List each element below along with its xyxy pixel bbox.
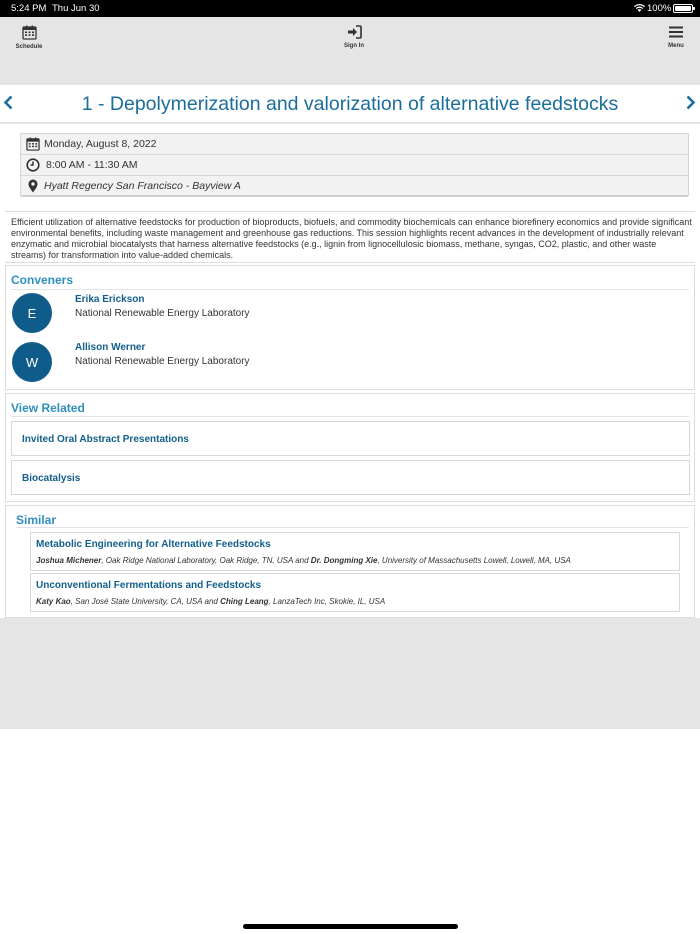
view-related-heading: View Related xyxy=(11,401,85,415)
page-title: 1 - Depolymerization and valorization of alternative feedstocks xyxy=(81,93,619,115)
status-date: Thu Jun 30 xyxy=(52,3,100,14)
session-info-box xyxy=(20,133,689,196)
avatar-initial: E xyxy=(27,305,37,321)
clock-icon xyxy=(26,158,40,175)
session-time-row xyxy=(21,155,688,176)
convener-name[interactable]: Allison Werner xyxy=(75,342,146,353)
top-toolbar xyxy=(0,17,700,85)
status-bar xyxy=(0,0,700,17)
similar-session-authors xyxy=(36,556,571,565)
session-title-bar xyxy=(0,86,700,124)
wifi-icon xyxy=(634,4,645,15)
session-description: Efficient utilization of alternative feedstocks for production of bioproducts, biofuels, and commodity biochemicals can enhance biorefinery economics and provide significant environmental benefits, including waste management and greenhouse gas reductions. This session highlights recent advances in the development of industrially relevant enzymatic and microbial biocatalysts that harness alternative feedstocks (e.g., lignin from lignocellulosic biomass, methane, syngas, CO2, plastic, and other waste streams) for transformation into value-added chemicals. xyxy=(11,217,692,260)
author-name: Joshua Michener xyxy=(36,556,102,565)
next-session-button[interactable] xyxy=(685,95,696,115)
author-name: Ching Leang xyxy=(220,597,269,606)
author-affiliation: , San José State University, CA, USA and xyxy=(70,597,221,606)
status-time: 5:24 PM xyxy=(11,3,47,14)
avatar[interactable] xyxy=(12,293,52,333)
menu-button[interactable] xyxy=(662,25,690,49)
session-date: Monday, August 8, 2022 xyxy=(44,138,157,150)
section-divider xyxy=(11,289,689,290)
section-divider xyxy=(16,527,689,528)
avatar[interactable] xyxy=(12,342,52,382)
session-location-row xyxy=(21,176,688,197)
conveners-heading: Conveners xyxy=(11,273,74,287)
sign-in-button[interactable] xyxy=(340,25,368,49)
sign-in-icon xyxy=(347,25,362,41)
home-indicator[interactable] xyxy=(243,924,458,929)
description-section xyxy=(5,211,695,263)
view-related-section xyxy=(5,393,695,502)
similar-session-title[interactable]: Metabolic Engineering for Alternative Feedstocks xyxy=(36,539,271,550)
author-name: Katy Kao xyxy=(36,597,71,606)
session-date-row xyxy=(21,134,688,155)
similar-session-title[interactable]: Unconventional Fermentations and Feedstocks xyxy=(36,580,262,591)
schedule-label: Schedule xyxy=(15,44,43,50)
previous-session-button[interactable] xyxy=(3,95,14,115)
similar-heading: Similar xyxy=(16,513,57,527)
battery-percent: 100% xyxy=(647,3,672,14)
convener-name[interactable]: Erika Erickson xyxy=(75,294,145,305)
related-link[interactable] xyxy=(11,460,690,495)
conveners-section xyxy=(5,265,695,390)
map-pin-icon xyxy=(26,179,40,196)
calendar-icon xyxy=(26,137,40,154)
author-affiliation: , LanzaTech Inc, Skokie, IL, USA xyxy=(268,597,386,606)
avatar-initial: W xyxy=(25,354,39,370)
author-affiliation: , University of Massachusetts Lowell, Lowell, MA, USA xyxy=(377,556,571,565)
menu-label: Menu xyxy=(668,43,684,49)
battery-icon xyxy=(673,4,693,13)
page-footer-area xyxy=(0,618,700,729)
session-time: 8:00 AM - 11:30 AM xyxy=(46,159,138,171)
calendar-icon xyxy=(22,25,37,42)
author-affiliation: , Oak Ridge National Laboratory, Oak Ridge, TN, USA and xyxy=(101,556,311,565)
hamburger-icon xyxy=(669,25,683,41)
schedule-button[interactable] xyxy=(15,25,43,50)
similar-session-card[interactable] xyxy=(30,532,680,571)
related-link-label: Invited Oral Abstract Presentations xyxy=(22,434,189,445)
similar-session-card[interactable] xyxy=(30,573,680,612)
related-link[interactable] xyxy=(11,421,690,456)
related-link-label: Biocatalysis xyxy=(22,473,81,484)
similar-section xyxy=(5,505,695,618)
sign-in-label: Sign In xyxy=(344,43,364,49)
convener-organization: National Renewable Energy Laboratory xyxy=(75,308,250,319)
session-location: Hyatt Regency San Francisco - Bayview A xyxy=(44,180,241,192)
convener-organization: National Renewable Energy Laboratory xyxy=(75,356,250,367)
battery-level xyxy=(675,6,691,11)
section-divider xyxy=(11,416,689,417)
author-name: Dr. Dongming Xie xyxy=(310,556,378,565)
similar-session-authors xyxy=(36,597,385,606)
